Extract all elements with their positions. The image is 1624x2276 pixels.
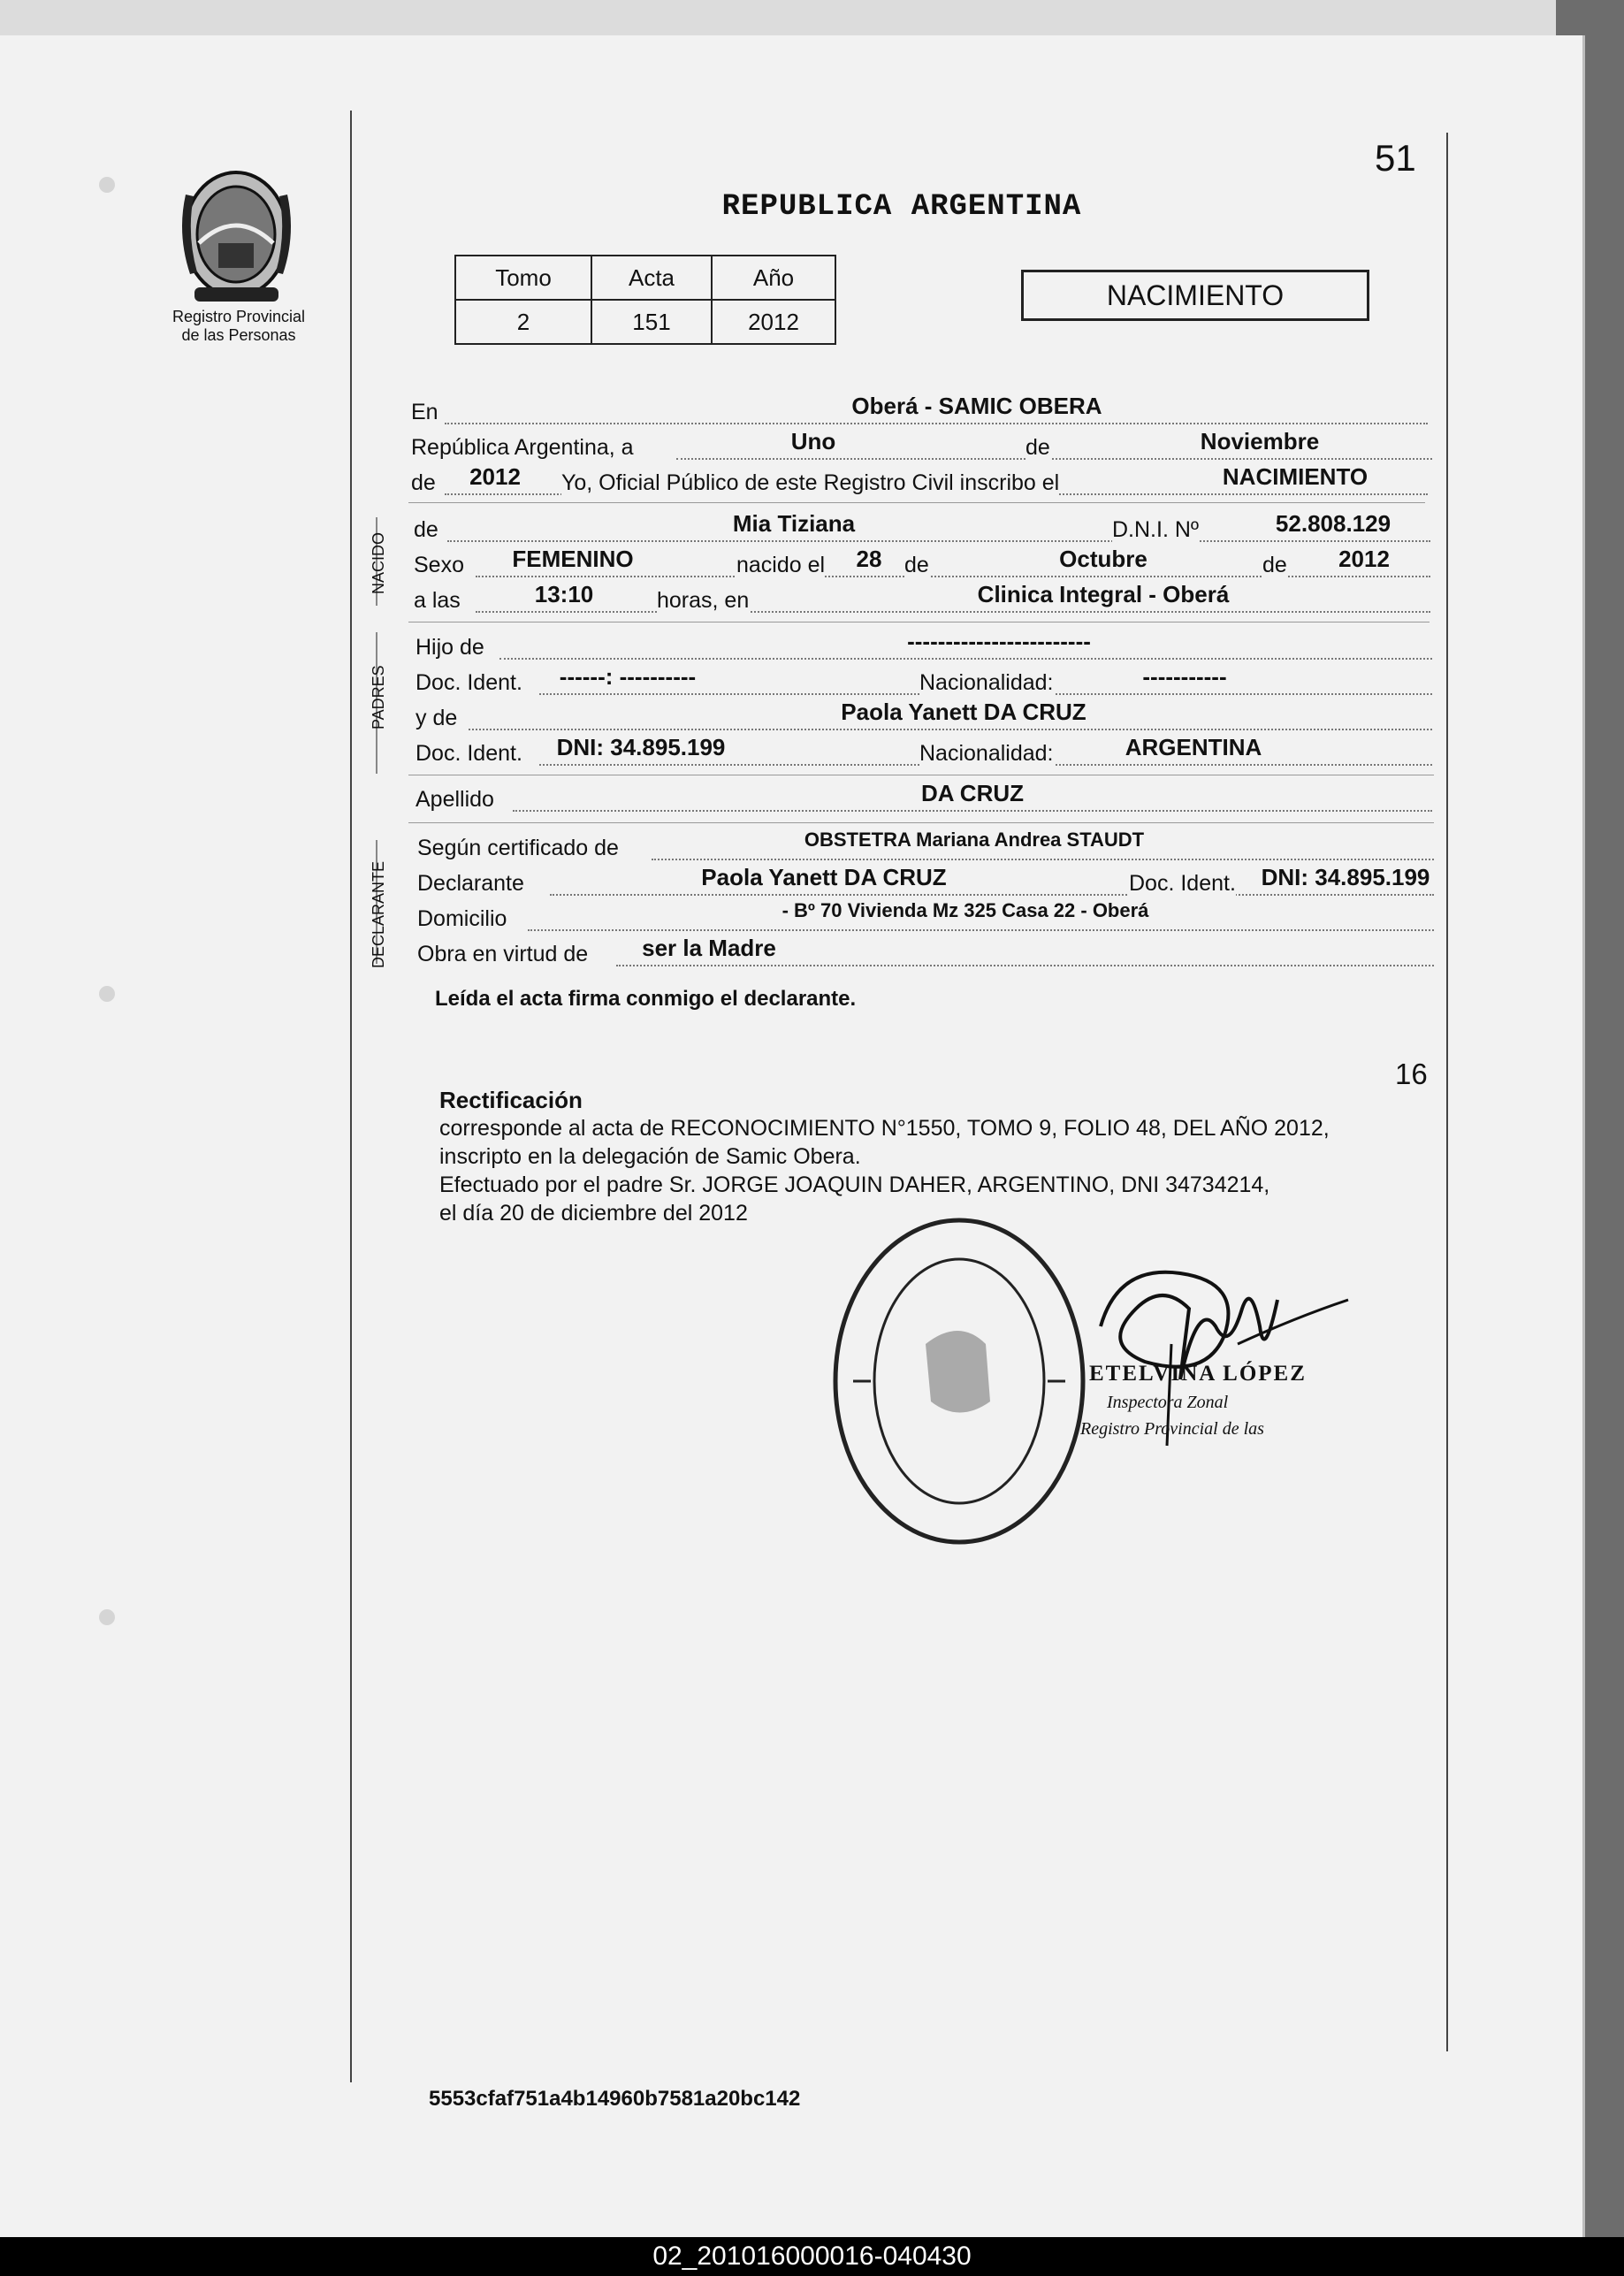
label-doc-ident: Doc. Ident.	[416, 670, 522, 695]
label-horas-en: horas, en	[657, 588, 750, 613]
label-dni: D.N.I. Nº	[1112, 517, 1200, 542]
caption-line: Registro Provincial	[172, 308, 306, 325]
rectification-note	[439, 1086, 1447, 1227]
label-nacido-el: nacido el	[736, 553, 826, 577]
father-value: ------------------------	[907, 628, 1091, 654]
birth-month-value: Octubre	[1059, 546, 1147, 572]
mother-row	[416, 699, 1432, 737]
signatory-organization: Registro Provincial de las	[1080, 1419, 1264, 1439]
label-de: de	[904, 553, 929, 577]
value-tomo: 2	[455, 300, 591, 344]
rectification-heading: Rectificación	[439, 1087, 583, 1113]
label-doc-ident: Doc. Ident.	[416, 741, 522, 766]
rectification-number: 16	[1395, 1058, 1428, 1090]
header-ano: Año	[712, 256, 835, 300]
official-stamp-icon	[827, 1211, 1092, 1552]
file-name-bar: 02_201016000016-040430	[0, 2237, 1624, 2276]
provincial-seal-icon	[172, 159, 301, 309]
father-nationality-value: -----------	[1142, 663, 1227, 690]
punch-hole	[99, 986, 115, 1002]
day-value: Uno	[790, 428, 836, 454]
birth-time-value: 13:10	[534, 581, 594, 607]
table-header-row	[455, 256, 835, 300]
label-de: de	[1025, 435, 1050, 460]
certificate-value: OBSTETRA Mariana Andrea STAUDT	[804, 829, 1145, 851]
dotted-line	[652, 859, 1434, 860]
month-value: Noviembre	[1200, 428, 1320, 454]
registration-statement: Yo, Oficial Público de este Registro Civil inscribo el	[561, 470, 1060, 495]
label-certificado: Según certificado de	[417, 836, 619, 860]
closing-statement: Leída el acta firma conmigo el declarante.	[435, 987, 857, 1011]
year-row	[411, 463, 1428, 502]
header-tomo: Tomo	[455, 256, 591, 300]
child-name-row	[414, 510, 1430, 549]
dotted-line	[550, 894, 1434, 896]
dotted-line	[445, 423, 1428, 424]
label-a-las: a las	[414, 588, 461, 613]
label-de: de	[1262, 553, 1287, 577]
father-doc-value: ------: ----------	[559, 663, 697, 690]
value-ano: 2012	[712, 300, 835, 344]
section-divider	[408, 822, 1434, 823]
mother-value: Paola Yanett DA CRUZ	[841, 699, 1086, 725]
label-de: de	[411, 470, 436, 495]
place-value: Oberá - SAMIC OBERA	[851, 393, 1102, 419]
section-label-nacido: NACIDO	[370, 531, 387, 594]
label-nacionalidad: Nacionalidad:	[919, 670, 1054, 695]
signatory-role: Inspectora Zonal	[1107, 1393, 1229, 1412]
dotted-line	[447, 540, 1430, 542]
dotted-line	[528, 929, 1434, 931]
section-label-padres: PADRES	[370, 665, 387, 729]
child-dni-value: 52.808.129	[1275, 510, 1391, 537]
capacity-row	[417, 935, 1434, 974]
label-apellido: Apellido	[416, 787, 494, 812]
section-label-declarante: DECLARANTE	[370, 860, 387, 968]
section-divider	[408, 502, 1425, 503]
punch-hole	[99, 177, 115, 193]
birth-day-value: 28	[856, 546, 882, 572]
seal-caption	[141, 308, 336, 345]
year-value: 2012	[469, 463, 521, 490]
label-nacionalidad: Nacionalidad:	[919, 741, 1054, 766]
rectification-line: inscripto en la delegación de Samic Obera.	[439, 1144, 861, 1169]
label-en: En	[411, 400, 438, 424]
label-de: de	[414, 517, 438, 542]
father-row	[416, 628, 1432, 667]
birth-place-value: Clinica Integral - Oberá	[977, 581, 1230, 607]
surname-value: DA CRUZ	[920, 780, 1025, 806]
rectification-line: el día 20 de diciembre del 2012	[439, 1201, 748, 1226]
birth-time-row	[414, 581, 1430, 620]
declarant-doc-value: DNI: 34.895.199	[1261, 864, 1430, 890]
sex-value: FEMENINO	[512, 546, 634, 572]
date-row	[411, 428, 1428, 467]
dotted-line	[676, 458, 1432, 460]
declarant-value: Paola Yanett DA CRUZ	[701, 864, 947, 890]
capacity-value: ser la Madre	[642, 935, 776, 961]
birth-year-value: 2012	[1338, 546, 1390, 572]
punch-hole	[99, 1609, 115, 1625]
label-domicilio: Domicilio	[417, 906, 507, 931]
dotted-line	[513, 810, 1432, 812]
header-acta: Acta	[591, 256, 712, 300]
mother-doc-value: DNI: 34.895.199	[556, 734, 726, 760]
address-value: - Bº 70 Vivienda Mz 325 Casa 22 - Oberá	[782, 899, 1149, 921]
reference-table	[454, 255, 836, 345]
dotted-line	[469, 729, 1432, 730]
address-row	[417, 899, 1434, 938]
place-row	[411, 393, 1428, 432]
dotted-line	[476, 576, 1430, 577]
page-number: 51	[1375, 137, 1416, 179]
surname-row	[416, 780, 1432, 819]
table-value-row	[455, 300, 835, 344]
act-type-value: NACIMIENTO	[1222, 463, 1369, 490]
dotted-line	[499, 658, 1432, 660]
label-y-de: y de	[416, 706, 458, 730]
label-sexo: Sexo	[414, 553, 464, 577]
label-obra-en-virtud: Obra en virtud de	[417, 942, 589, 966]
label-doc-ident: Doc. Ident.	[1129, 871, 1236, 896]
dotted-line	[616, 965, 1434, 966]
mother-doc-row	[416, 734, 1432, 773]
child-name-value: Mia Tiziana	[732, 510, 856, 537]
caption-line: de las Personas	[181, 326, 296, 344]
rectification-line: Efectuado por el padre Sr. JORGE JOAQUIN DAHER, ARGENTINO, DNI 34734214,	[439, 1172, 1270, 1197]
birth-date-row	[414, 546, 1430, 584]
rectification-line: corresponde al acta de RECONOCIMIENTO N°1550, TOMO 9, FOLIO 48, DEL AÑO 2012,	[439, 1116, 1330, 1141]
record-type-box: NACIMIENTO	[1021, 270, 1369, 321]
certificate-row	[417, 829, 1434, 867]
label-declarante: Declarante	[417, 871, 524, 896]
label-republica: República Argentina, a	[411, 435, 634, 460]
declarant-row	[417, 864, 1434, 903]
document-title: REPUBLICA ARGENTINA	[721, 190, 1082, 224]
left-frame-line	[350, 111, 352, 2082]
document-hash: 5553cfaf751a4b14960b7581a20bc142	[429, 2087, 801, 2111]
mother-nationality-value: ARGENTINA	[1125, 734, 1262, 760]
dotted-line	[476, 611, 1430, 613]
father-doc-row	[416, 663, 1432, 702]
signatory-name: ETELVINA LÓPEZ	[1089, 1362, 1307, 1386]
label-hijo-de: Hijo de	[416, 635, 484, 660]
value-acta: 151	[591, 300, 712, 344]
